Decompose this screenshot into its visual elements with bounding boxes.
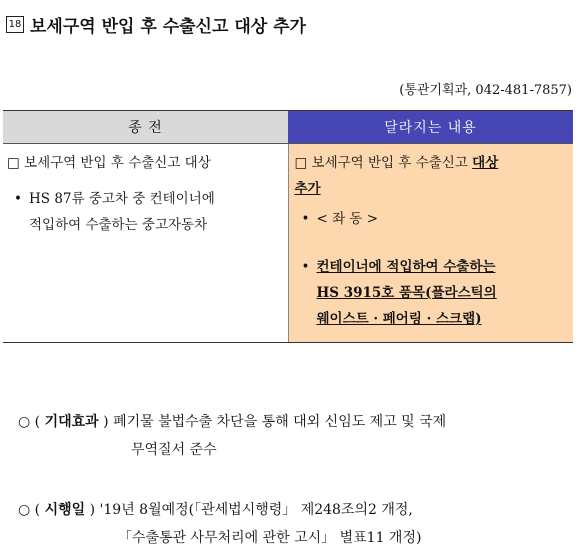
bullet-dot-icon: • (14, 191, 22, 207)
section-title-text: 보세구역 반입 후 수출신고 대상 추가 (30, 17, 306, 37)
column-header-before: 종 전 (3, 111, 288, 144)
effect-line2: 무역질서 준수 (131, 442, 217, 458)
section-title (6, 12, 306, 37)
after-cell (288, 144, 573, 343)
after-bullet-line1: 컨테이너에 적입하여 수출하는 (316, 259, 496, 275)
effect-open-paren: ( (34, 414, 41, 430)
after-checkbox-underlined2: 추가 (294, 181, 321, 197)
before-bullet (7, 186, 284, 238)
comparison-table (3, 110, 573, 343)
after-new-bullet (295, 254, 570, 332)
date-bullet-icon: ○ (18, 502, 31, 518)
after-checkbox-line (295, 150, 570, 176)
effect-label: 기대효과 (44, 414, 99, 430)
after-bullet-line3: 웨이스트 · 페어링 · 스크랩) (316, 311, 482, 327)
effect-close-paren: ) (103, 414, 109, 430)
after-bullet-line2: HS 3915호 품목(플라스틱의 (316, 285, 497, 301)
before-checkbox-line: □ 보세구역 반입 후 수출신고 대상 (7, 155, 211, 171)
before-cell (3, 144, 288, 343)
after-same-text: < 좌 동 > (316, 211, 379, 227)
effect-bullet-icon: ○ (18, 414, 31, 430)
date-line2: 「수출통관 사무처리에 관한 고시」 별표11 개정) (118, 530, 422, 546)
effective-date (18, 496, 421, 552)
before-bullet-line2: 적입하여 수출하는 중고자동차 (29, 217, 208, 233)
expected-effect (18, 408, 446, 464)
date-close-paren: ) (89, 502, 96, 518)
date-label: 시행일 (44, 502, 86, 518)
after-checkbox-text: □ 보세구역 반입 후 수출신고 (294, 155, 473, 171)
bullet-dot-icon: • (301, 211, 310, 227)
column-header-after: 달라지는 내용 (288, 111, 573, 144)
after-checkbox-underlined: 대상 (472, 155, 499, 171)
date-line1: '19년 8월예정(「관세법시행령」 제248조의2 개정, (99, 502, 413, 518)
effect-line1: 폐기물 불법수출 차단을 통해 대외 신임도 제고 및 국제 (113, 414, 447, 430)
department-contact: (통관기획과, 042-481-7857) (399, 83, 572, 98)
date-open-paren: ( (34, 502, 41, 518)
before-bullet-line1: HS 87류 중고차 중 컨테이너에 (29, 191, 215, 207)
after-same-bullet (295, 206, 570, 232)
bullet-dot-icon: • (301, 259, 310, 275)
section-number: 18 (6, 16, 24, 33)
